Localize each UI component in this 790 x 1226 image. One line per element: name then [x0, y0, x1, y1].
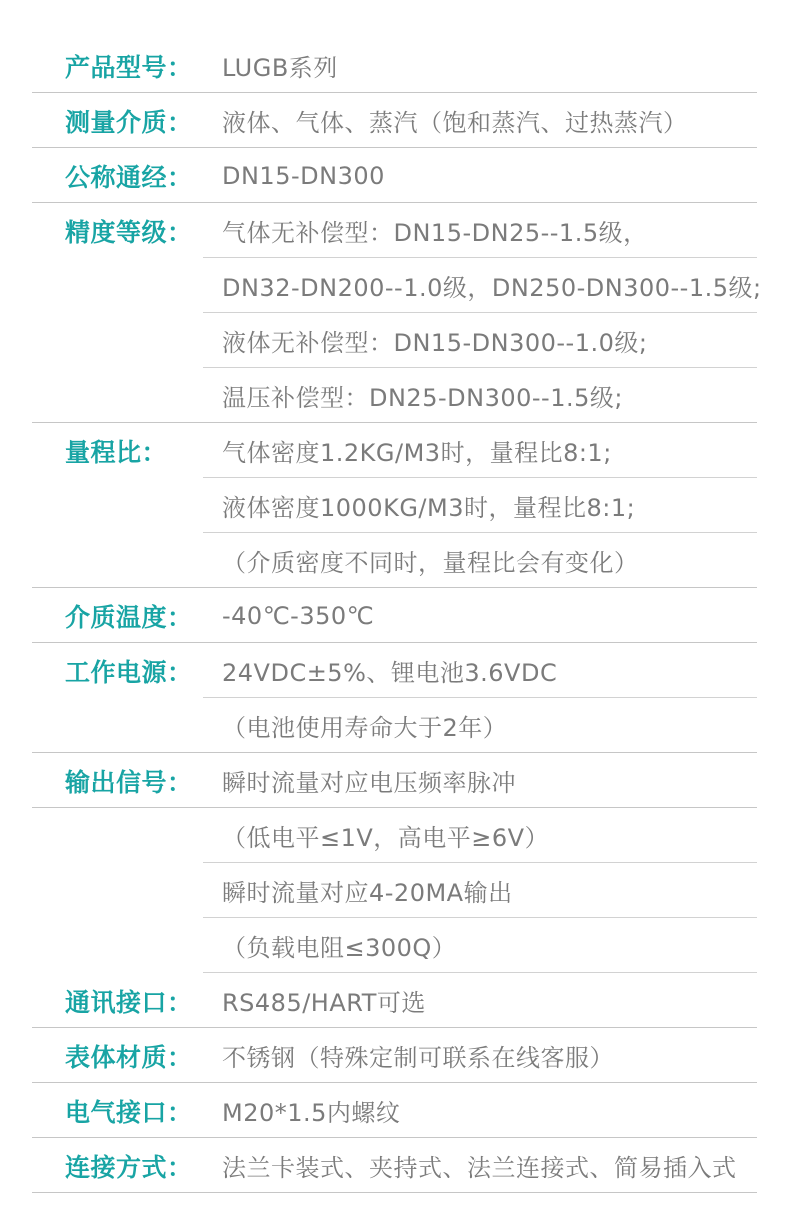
spec-label: 产品型号：: [65, 52, 193, 82]
spec-value: 温压补偿型：DN25-DN300--1.5级;: [222, 384, 623, 412]
spec-row: [32, 1028, 757, 1083]
spec-row: [32, 1138, 757, 1193]
spec-value: 不锈钢（特殊定制可联系在线客服）: [222, 1044, 614, 1072]
spec-row: [32, 478, 757, 533]
spec-value: -40℃-350℃: [222, 601, 375, 630]
spec-value: LUGB系列: [222, 54, 338, 82]
spec-row: [32, 863, 757, 918]
spec-row: [32, 808, 757, 863]
spec-label: 电气接口：: [65, 1097, 193, 1127]
spec-value: 气体密度1.2KG/M3时，量程比8:1;: [222, 439, 612, 467]
spec-label: 测量介质：: [65, 107, 193, 137]
spec-table: [0, 38, 790, 1193]
spec-value: DN15-DN300: [222, 161, 385, 190]
spec-row: [32, 918, 757, 973]
spec-value: RS485/HART可选: [222, 989, 426, 1017]
spec-value: 液体密度1000KG/M3时，量程比8:1;: [222, 494, 636, 522]
spec-label: 精度等级：: [65, 217, 193, 247]
spec-row: [32, 423, 757, 478]
spec-value: 瞬时流量对应电压频率脉冲: [222, 769, 516, 797]
spec-value: DN32-DN200--1.0级，DN250-DN300--1.5级;: [222, 274, 762, 302]
spec-label: 介质温度：: [65, 602, 193, 632]
spec-value: M20*1.5内螺纹: [222, 1099, 401, 1127]
spec-row: [32, 1083, 757, 1138]
spec-row: [32, 698, 757, 753]
row-divider: [32, 1192, 757, 1193]
spec-label: 量程比：: [65, 437, 168, 467]
spec-row: [32, 588, 757, 643]
spec-value: 气体无补偿型：DN15-DN25--1.5级，: [222, 219, 648, 247]
spec-row: [32, 313, 757, 368]
spec-label: 公称通经：: [65, 162, 193, 192]
spec-value: 24VDC±5%、锂电池3.6VDC: [222, 659, 558, 687]
spec-label: 输出信号：: [65, 767, 193, 797]
spec-label: 表体材质：: [65, 1042, 193, 1072]
spec-row: [32, 973, 757, 1028]
spec-row: [32, 148, 757, 203]
spec-row: [32, 93, 757, 148]
spec-value: 瞬时流量对应4-20MA输出: [222, 879, 513, 907]
spec-value: （电池使用寿命大于2年）: [222, 714, 508, 742]
spec-value: 液体无补偿型：DN15-DN300--1.0级;: [222, 329, 648, 357]
spec-value: 法兰卡装式、夹持式、法兰连接式、简易插入式: [222, 1154, 737, 1182]
spec-value: （介质密度不同时，量程比会有变化）: [222, 549, 639, 577]
spec-row: [32, 368, 757, 423]
spec-label: 工作电源：: [65, 657, 193, 687]
spec-row: [32, 643, 757, 698]
spec-row: [32, 753, 757, 808]
spec-row: [32, 38, 757, 93]
spec-label: 连接方式：: [65, 1152, 193, 1182]
spec-row: [32, 533, 757, 588]
spec-label: 通讯接口：: [65, 987, 193, 1017]
spec-row: [32, 258, 762, 313]
spec-value: （低电平≤1V，高电平≥6V）: [222, 824, 550, 852]
spec-value: （负载电阻≤300Q）: [222, 934, 457, 962]
spec-row: [32, 203, 757, 258]
spec-value: 液体、气体、蒸汽（饱和蒸汽、过热蒸汽）: [222, 109, 688, 137]
